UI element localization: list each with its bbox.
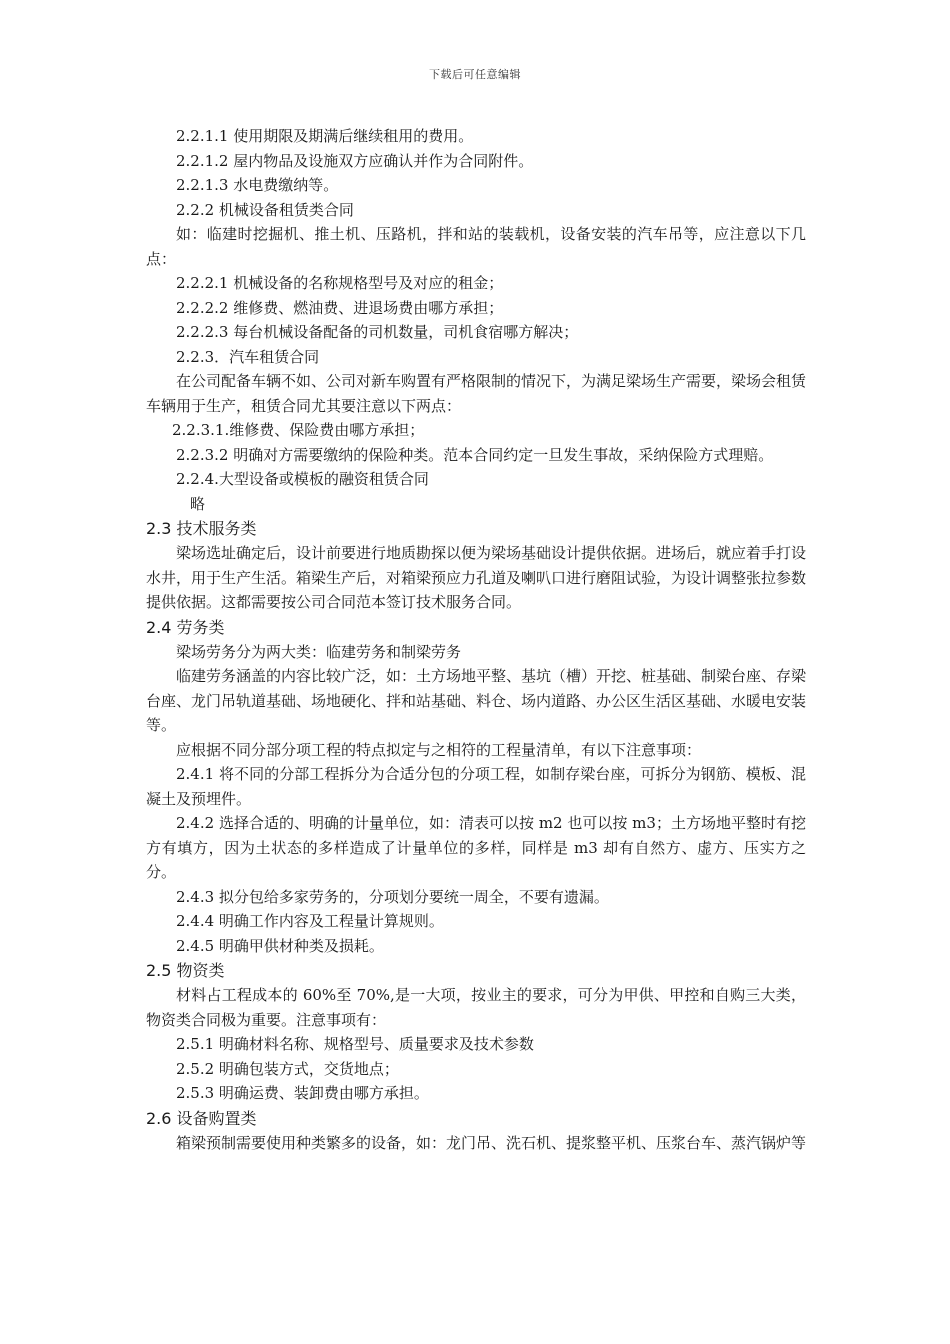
paragraph: 材料占工程成本的 60%至 70%,是一大项，按业主的要求，可分为甲供、甲控和自购三大类，物资类合同极为重要。注意事项有： — [146, 986, 806, 1029]
paragraph: 2.4.2 选择合适的、明确的计量单位，如：清表可以按 m2 也可以按 m3；土方场地平整时有挖方有填方，因为土状态的多样造成了计量单位的多样，同样是 m3 却有自然方、虚方、压实方之分。 — [146, 814, 806, 881]
page-header-watermark: 下载后可任意编辑 — [429, 68, 521, 81]
paragraph: 2.2.2.3 每台机械设备配备的司机数量，司机食宿哪方解决； — [176, 323, 579, 341]
paragraph: 2.2.4.大型设备或模板的融资租赁合同 — [176, 470, 429, 488]
paragraph: 2.4.3 拟分包给多家劳务的，分项划分要统一周全，不要有遗漏。 — [176, 887, 609, 906]
paragraph: 2.2.1.2 屋内物品及设施双方应确认并作为合同附件。 — [176, 151, 534, 170]
paragraph: 在公司配备车辆不如、公司对新车购置有严格限制的情况下，为满足梁场生产需要，梁场会租赁车辆用于生产，租赁合同尤其要注意以下两点： — [146, 372, 807, 415]
paragraph: 2.5.3 明确运费、装卸费由哪方承担。 — [176, 1084, 429, 1102]
paragraph: 略 — [190, 494, 206, 513]
paragraph: 2.2.2 机械设备租赁类合同 — [176, 200, 354, 219]
paragraph: 2.2.2.1 机械设备的名称规格型号及对应的租金； — [176, 274, 504, 292]
section-heading: 2.4 劳务类 — [146, 617, 225, 637]
paragraph: 2.2.3．汽车租赁合同 — [176, 347, 320, 366]
paragraph: 梁场劳务分为两大类：临建劳务和制梁劳务 — [176, 642, 462, 661]
paragraph: 2.4.5 明确甲供材种类及损耗。 — [176, 936, 384, 955]
paragraph: 2.2.2.2 维修费、燃油费、进退场费由哪方承担； — [176, 298, 504, 317]
paragraph: 2.2.3.1.维修费、保险费由哪方承担； — [172, 421, 425, 439]
paragraph: 2.4.4 明确工作内容及工程量计算规则。 — [176, 912, 444, 930]
paragraph: 梁场选址确定后，设计前要进行地质勘探以便为梁场基础设计提供依据。进场后，就应着手打设水井，用于生产生活。箱梁生产后，对箱梁预应力孔道及喇叭口进行磨阻试验，为设计调整张拉参数提供依据。这都需要按公司合同范本签订技术服务合同。 — [146, 544, 807, 611]
paragraph: 2.5.1 明确材料名称、规格型号、质量要求及技术参数 — [176, 1035, 534, 1053]
section-heading: 2.3 技术服务类 — [146, 519, 257, 538]
paragraph: 如：临建时挖掘机、推土机、压路机，拌和站的装载机，设备安装的汽车吊等，应注意以下几点： — [146, 225, 806, 268]
paragraph: 2.2.1.3 水电费缴纳等。 — [176, 176, 339, 194]
paragraph: 应根据不同分部分项工程的特点拟定与之相符的工程量清单，有以下注意事项： — [176, 740, 702, 759]
document-body — [146, 124, 806, 1155]
paragraph: 2.4.1 将不同的分部工程拆分为合适分包的分项工程，如制存梁台座，可拆分为钢筋、模板、混凝土及预埋件。 — [146, 765, 806, 808]
section-heading: 2.5 物资类 — [146, 961, 225, 980]
paragraph: 临建劳务涵盖的内容比较广泛，如：土方场地平整、基坑（槽）开挖、桩基础、制梁台座、存梁台座、龙门吊轨道基础、场地硬化、拌和站基础、料仓、场内道路、办公区生活区基础、水暖电安装等。 — [146, 667, 807, 734]
paragraph: 2.5.2 明确包装方式，交货地点； — [176, 1059, 399, 1078]
paragraph: 2.2.3.2 明确对方需要缴纳的保险种类。范本合同约定一旦发生事故，采纳保险方式理赔。 — [176, 445, 774, 464]
paragraph: 2.2.1.1 使用期限及期满后继续租用的费用。 — [176, 127, 474, 145]
section-heading: 2.6 设备购置类 — [146, 1108, 257, 1128]
paragraph: 箱梁预制需要使用种类繁多的设备，如：龙门吊、洗石机、提浆整平机、压浆台车、蒸汽锅炉等 — [176, 1133, 807, 1152]
